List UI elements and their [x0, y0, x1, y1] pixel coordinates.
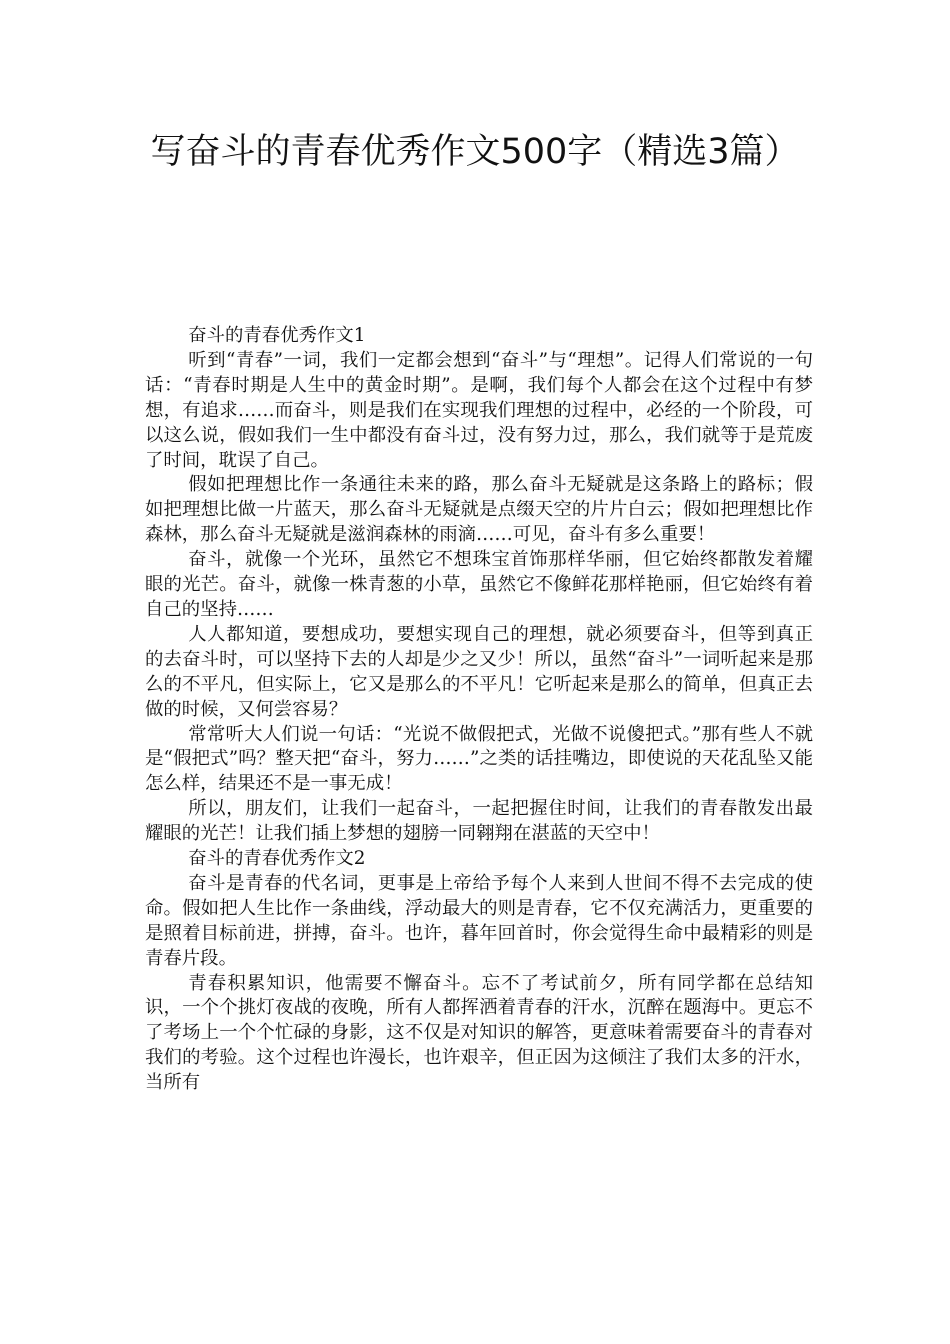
paragraph: 奋斗，就像一个光环，虽然它不想珠宝首饰那样华丽，但它始终都散发着耀眼的光芒。奋斗，就像一株青葱的小草，虽然它不像鲜花那样艳丽，但它始终有着自己的坚持…… [145, 549, 813, 620]
paragraph: 常常听大人们说一句话：“光说不做假把式，光做不说傻把式。”那有些人不就是“假把式”吗？整天把“奋斗，努力……”之类的话挂嘴边，即使说的天花乱坠又能怎么样，结果还不是一事无成！ [145, 723, 813, 795]
paragraph: 所以，朋友们，让我们一起奋斗，一起把握住时间，让我们的青春散发出最耀眼的光芒！让我们插上梦想的翅膀一同翱翔在湛蓝的天空中！ [145, 798, 813, 845]
document-title: 写奋斗的青春优秀作文500字（精选3篇） [150, 132, 800, 172]
paragraph: 青春积累知识，他需要不懈奋斗。忘不了考试前夕，所有同学都在总结知识，一个个挑灯夜战的夜晚，所有人都挥洒着青春的汗水，沉醉在题海中。更忘不了考场上一个个忙碌的身影，这不仅是对知识的解答，更意味着需要奋斗的青春对我们的考验。这个过程也许漫长，也许艰辛，但正因为这倾注了我们太多的汗水，当所有 [145, 972, 813, 1094]
paragraph: 听到“青春”一词，我们一定都会想到“奋斗”与“理想”。记得人们常说的一句话：“青春时期是人生中的黄金时期”。是啊，我们每个人都会在这个过程中有梦想，有追求……而奋斗，则是我们在实现我们理想的过程中，必经的一个阶段，可以这么说，假如我们一生中都没有奋斗过，没有努力过，那么，我们就等于是荒废了时间，耽误了自己。 [145, 349, 813, 471]
paragraph: 假如把理想比作一条通往未来的路，那么奋斗无疑就是这条路上的路标；假如把理想比做一片蓝天，那么奋斗无疑就是点缀天空的片片白云；假如把理想比作森林，那么奋斗无疑就是滋润森林的雨滴……可见，奋斗有多么重要！ [145, 474, 813, 546]
section-heading: 奋斗的青春优秀作文1 [188, 325, 366, 346]
paragraph: 奋斗是青春的代名词，更事是上帝给予每个人来到人世间不得不去完成的使命。假如把人生比作一条曲线，浮动最大的则是青春，它不仅充满活力，更重要的是照着目标前进，拼搏，奋斗。也许，暮年回首时，你会觉得生命中最精彩的则是青春片段。 [145, 872, 813, 969]
document-body [145, 324, 813, 1096]
paragraph: 人人都知道，要想成功，要想实现自己的理想，就必须要奋斗，但等到真正的去奋斗时，可以坚持下去的人却是少之又少！所以，虽然“奋斗”一词听起来是那么的不平凡，但实际上，它又是那么的不平凡！它听起来是那么的简单，但真正去做的时候，又何尝容易？ [145, 623, 813, 720]
section-heading: 奋斗的青春优秀作文2 [188, 848, 366, 870]
